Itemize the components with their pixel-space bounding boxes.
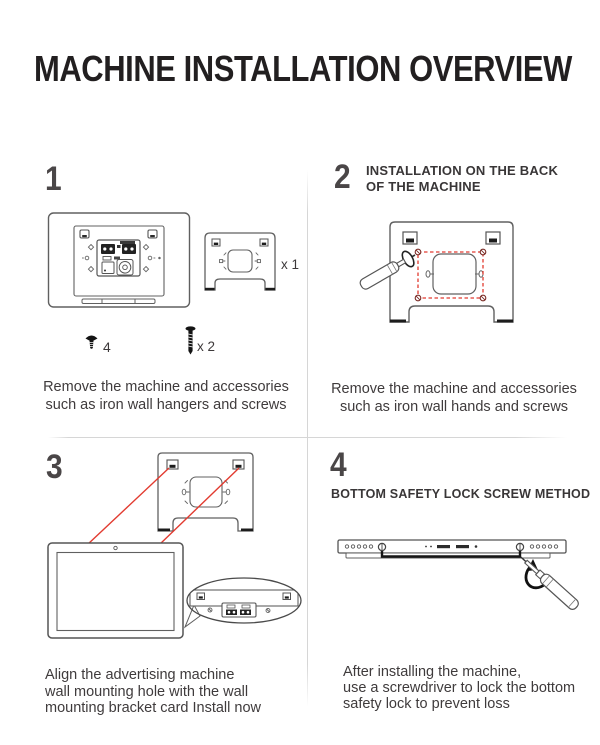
caption-line: Align the advertising machine (45, 667, 235, 683)
back-installation-diagram (330, 215, 525, 337)
caption-line: safety lock to prevent loss (343, 696, 510, 712)
short-screw-icon (84, 334, 99, 354)
callout-pointer (185, 605, 200, 627)
page-title: MACHINE INSTALLATION OVERVIEW (34, 48, 572, 89)
callout-detail (187, 578, 301, 623)
hook-slot-icon (80, 230, 157, 238)
bracket-qty-label: x 1 (281, 257, 300, 272)
connector-panel (97, 240, 140, 276)
caption-line: After installing the machine, (343, 664, 522, 680)
long-screw-icon (184, 326, 197, 356)
caption-line: mounting bracket card Install now (45, 700, 261, 716)
wall-bracket-large (390, 222, 513, 323)
step2-number: 2 (334, 158, 351, 196)
monitor-back-diagram (47, 211, 195, 313)
heading-line: OF THE MACHINE (366, 179, 481, 194)
step4-number: 4 (330, 446, 347, 484)
step2-heading (366, 163, 558, 195)
step2-caption (320, 381, 588, 416)
short-screw-qty-label: 4 (103, 339, 111, 355)
caption-line: such as iron wall hangers and screws (45, 396, 287, 413)
step4-caption (343, 664, 593, 712)
caption-line: use a screwdriver to lock the bottom (343, 680, 576, 696)
bottom-lock-diagram (330, 530, 598, 630)
step4-heading (331, 487, 590, 502)
caption-line: Remove the machine and accessories (43, 379, 289, 395)
wall-bracket-diagram (158, 453, 253, 531)
heading-line: INSTALLATION ON THE BACK (366, 163, 559, 178)
alignment-diagram (40, 448, 310, 643)
long-screw-qty-label: x 2 (197, 339, 216, 354)
step3-caption (45, 667, 295, 717)
step1-number: 1 (45, 160, 62, 198)
monitor-front-diagram (48, 543, 183, 638)
wall-bracket-diagram (204, 232, 280, 298)
step3-number: 3 (46, 448, 63, 486)
caption-line: such as iron wall hands and screws (339, 398, 569, 415)
caption-line: Remove the machine and accessories (331, 381, 577, 397)
heading-line: BOTTOM SAFETY LOCK SCREW METHOD (331, 487, 591, 501)
step1-caption (28, 379, 304, 414)
caption-line: wall mounting hole with the wall (45, 683, 249, 700)
horizontal-divider (48, 437, 567, 438)
